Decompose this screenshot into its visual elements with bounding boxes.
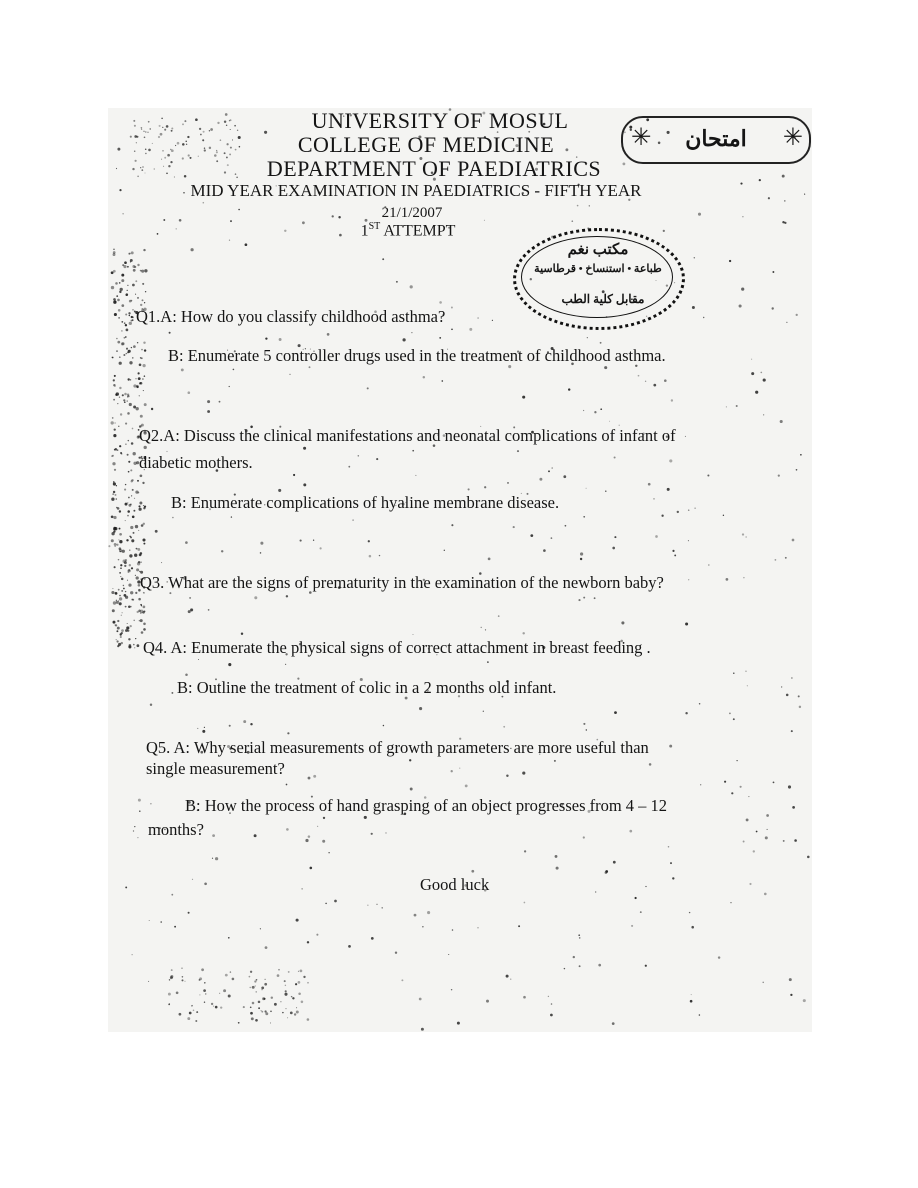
star-icon: ✳ bbox=[782, 125, 803, 151]
question-4a: Q4. A: Enumerate the physical signs of correct attachment in breast feeding . bbox=[143, 638, 651, 657]
attempt-word: ATTEMPT bbox=[383, 222, 456, 240]
exam-title: MID YEAR EXAMINATION IN PAEDIATRICS - FIFTH YEAR bbox=[190, 181, 642, 200]
shop-services: طباعة • استنساخ • قرطاسية bbox=[534, 263, 662, 275]
question-2a-line2: diabetic mothers. bbox=[139, 453, 253, 472]
shop-location: مقابل كلية الطب bbox=[561, 292, 645, 306]
question-5a-line2: single measurement? bbox=[146, 759, 285, 778]
exam-stamp-text: امتحان bbox=[685, 126, 747, 151]
question-5b-line2: months? bbox=[148, 820, 204, 839]
question-3: Q3. What are the signs of prematurity in the examination of the newborn baby? bbox=[140, 573, 664, 592]
exam-stamp bbox=[621, 116, 811, 164]
attempt-number: 1 bbox=[360, 222, 369, 240]
question-1a: Q1.A: How do you classify childhood asthma? bbox=[136, 307, 446, 326]
college-name: COLLEGE OF MEDICINE bbox=[297, 132, 555, 157]
question-2b: B: Enumerate complications of hyaline membrane disease. bbox=[171, 493, 560, 512]
question-4b: B: Outline the treatment of colic in a 2 months old infant. bbox=[177, 678, 557, 697]
question-5a-line1: Q5. A: Why serial measurements of growth parameters are more useful than bbox=[146, 738, 649, 757]
exam-date: 21/1/2007 bbox=[381, 205, 443, 221]
question-5b-line1: B: How the process of hand grasping of an object progresses from 4 – 12 bbox=[185, 796, 668, 815]
exam-sheet bbox=[108, 108, 812, 1032]
closing-text: Good luck bbox=[420, 875, 490, 894]
star-icon: ✳ bbox=[631, 125, 652, 151]
exam-content bbox=[108, 108, 812, 1032]
university-name: UNIVERSITY OF MOSUL bbox=[311, 108, 569, 133]
department-name: DEPARTMENT OF PAEDIATRICS bbox=[266, 156, 602, 181]
attempt-suffix: ST bbox=[368, 221, 381, 232]
question-2a-line1: Q2.A: Discuss the clinical manifestations and neonatal complications of infant of bbox=[139, 426, 676, 445]
shop-name: مكتب نغم bbox=[567, 242, 629, 258]
question-1b: B: Enumerate 5 controller drugs used in the treatment of childhood asthma. bbox=[168, 346, 666, 365]
print-shop-stamp bbox=[513, 228, 683, 328]
